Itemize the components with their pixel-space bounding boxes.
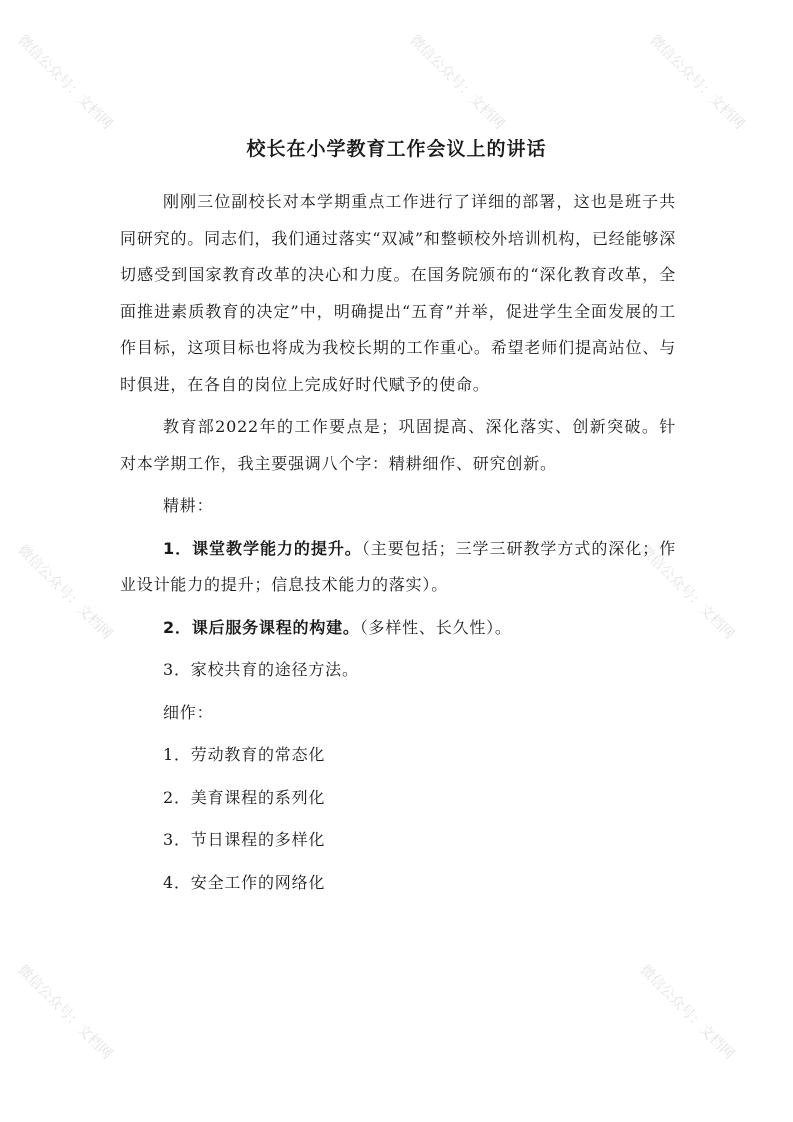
paragraph-1: 刚刚三位副校长对本学期重点工作进行了详细的部署，这也是班子共同研究的。同志们，我们通过落实“双减”和整顿校外培训机构，已经能够深切感受到国家教育改革的决心和力度。在国务院颁布的“深化教育改革，全面推进素质教育的决定”中，明确提出“五育”并举，促进学生全面发展的工作目标，这项目标也将成为我校长期的工作重心。希望老师们提高站位、与时俱进，在各自的岗位上完成好时代赋予的使命。: [120, 192, 676, 394]
watermark: 微信公众号：文档网: [646, 32, 747, 133]
list-item: [120, 610, 676, 647]
list-item-bold: 2．课后服务课程的构建。: [163, 617, 360, 637]
list-item-text: （多样性、长久性）。: [359, 617, 512, 637]
watermark: 微信公众号：文档网: [14, 32, 115, 133]
list-item: 4．安全工作的网络化: [163, 872, 326, 892]
list-item: [120, 531, 676, 604]
watermark: 微信公众号：文档网: [636, 962, 737, 1063]
watermark: 微信公众号：文档网: [14, 542, 115, 643]
list-item: 2．美育课程的系列化: [163, 787, 326, 807]
list-item-text: （主要包括；三学三研教学方式的深化；作业设计能力的提升；信息技术能力的落实）。: [120, 538, 677, 594]
watermark: 微信公众号：文档网: [14, 962, 115, 1063]
list-item: [120, 652, 676, 689]
jinggeng-heading: 精耕：: [163, 496, 214, 515]
list-item: 1．劳动教育的常态化: [163, 745, 326, 764]
watermark: 微信公众号：文档网: [636, 542, 737, 643]
list-item-text: 3．家校共育的途径方法。: [163, 660, 359, 679]
paragraph-2: 教育部2022年的工作要点是；巩固提高、深化落实、创新突破。针对本学期工作，我主要强调八个字：精耕细作、研究创新。: [120, 417, 676, 473]
list-item: 3．节日课程的多样化: [163, 830, 326, 849]
xizuo-heading: 细作：: [163, 702, 214, 722]
document-body: [120, 184, 676, 901]
watermark: 微信公众号：文档网: [406, 32, 507, 133]
list-item-bold: 1．课堂教学能力的提升。: [163, 538, 362, 558]
page-title: 校长在小学教育工作会议上的讲话: [246, 138, 547, 160]
